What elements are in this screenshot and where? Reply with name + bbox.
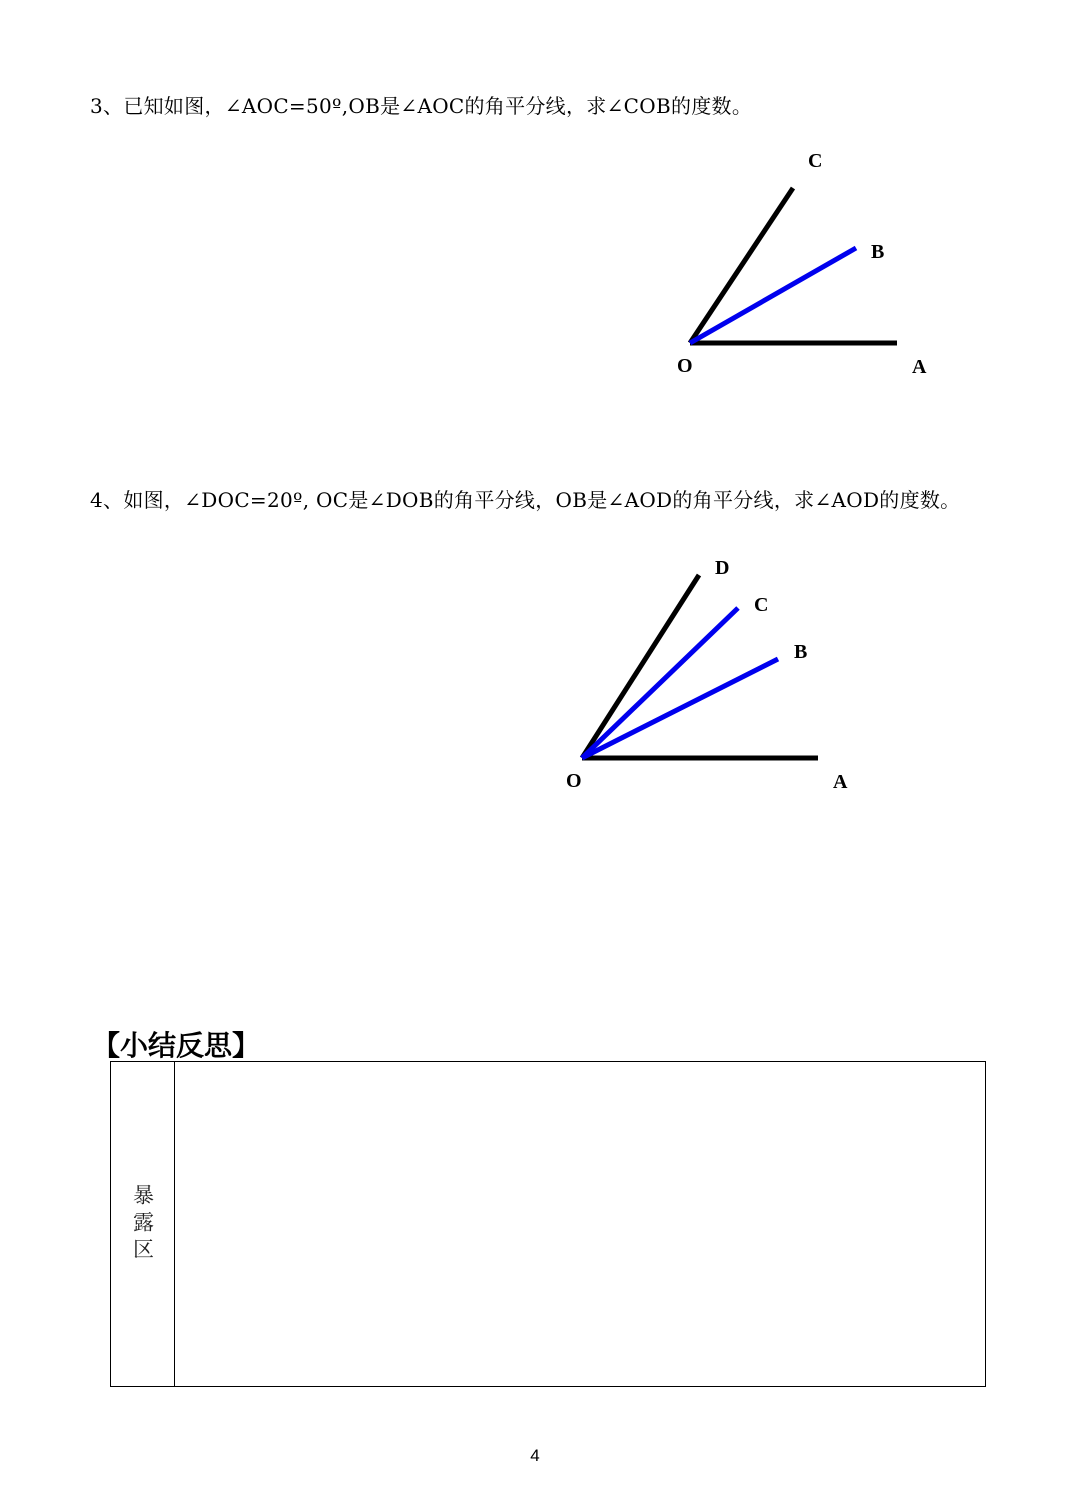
label-d: D: [715, 557, 730, 579]
page-number: 4: [530, 1446, 540, 1465]
summary-side-cell: [111, 1062, 175, 1386]
label-b: B: [871, 241, 885, 263]
label-o: O: [566, 770, 582, 792]
label-c: C: [754, 594, 769, 616]
question-3: 3、已知如图，∠AOC=50º,OB是∠AOC的角平分线，求∠COB的度数。: [90, 94, 753, 118]
label-b: B: [794, 641, 808, 663]
summary-table: [110, 1061, 986, 1387]
summary-writing-area[interactable]: [175, 1062, 985, 1386]
summary-title: 【小结反思】: [92, 1029, 261, 1062]
ray-oc: [582, 608, 738, 758]
label-c: C: [808, 150, 823, 172]
question-4: 4、如图，∠DOC=20º, OC是∠DOB的角平分线，OB是∠AOD的角平分线，求∠AOD的度数。: [90, 488, 961, 512]
exposed-area-label: 暴露区: [130, 1183, 155, 1265]
label-a: A: [833, 771, 848, 793]
label-a: A: [912, 356, 927, 378]
label-o: O: [677, 355, 693, 377]
